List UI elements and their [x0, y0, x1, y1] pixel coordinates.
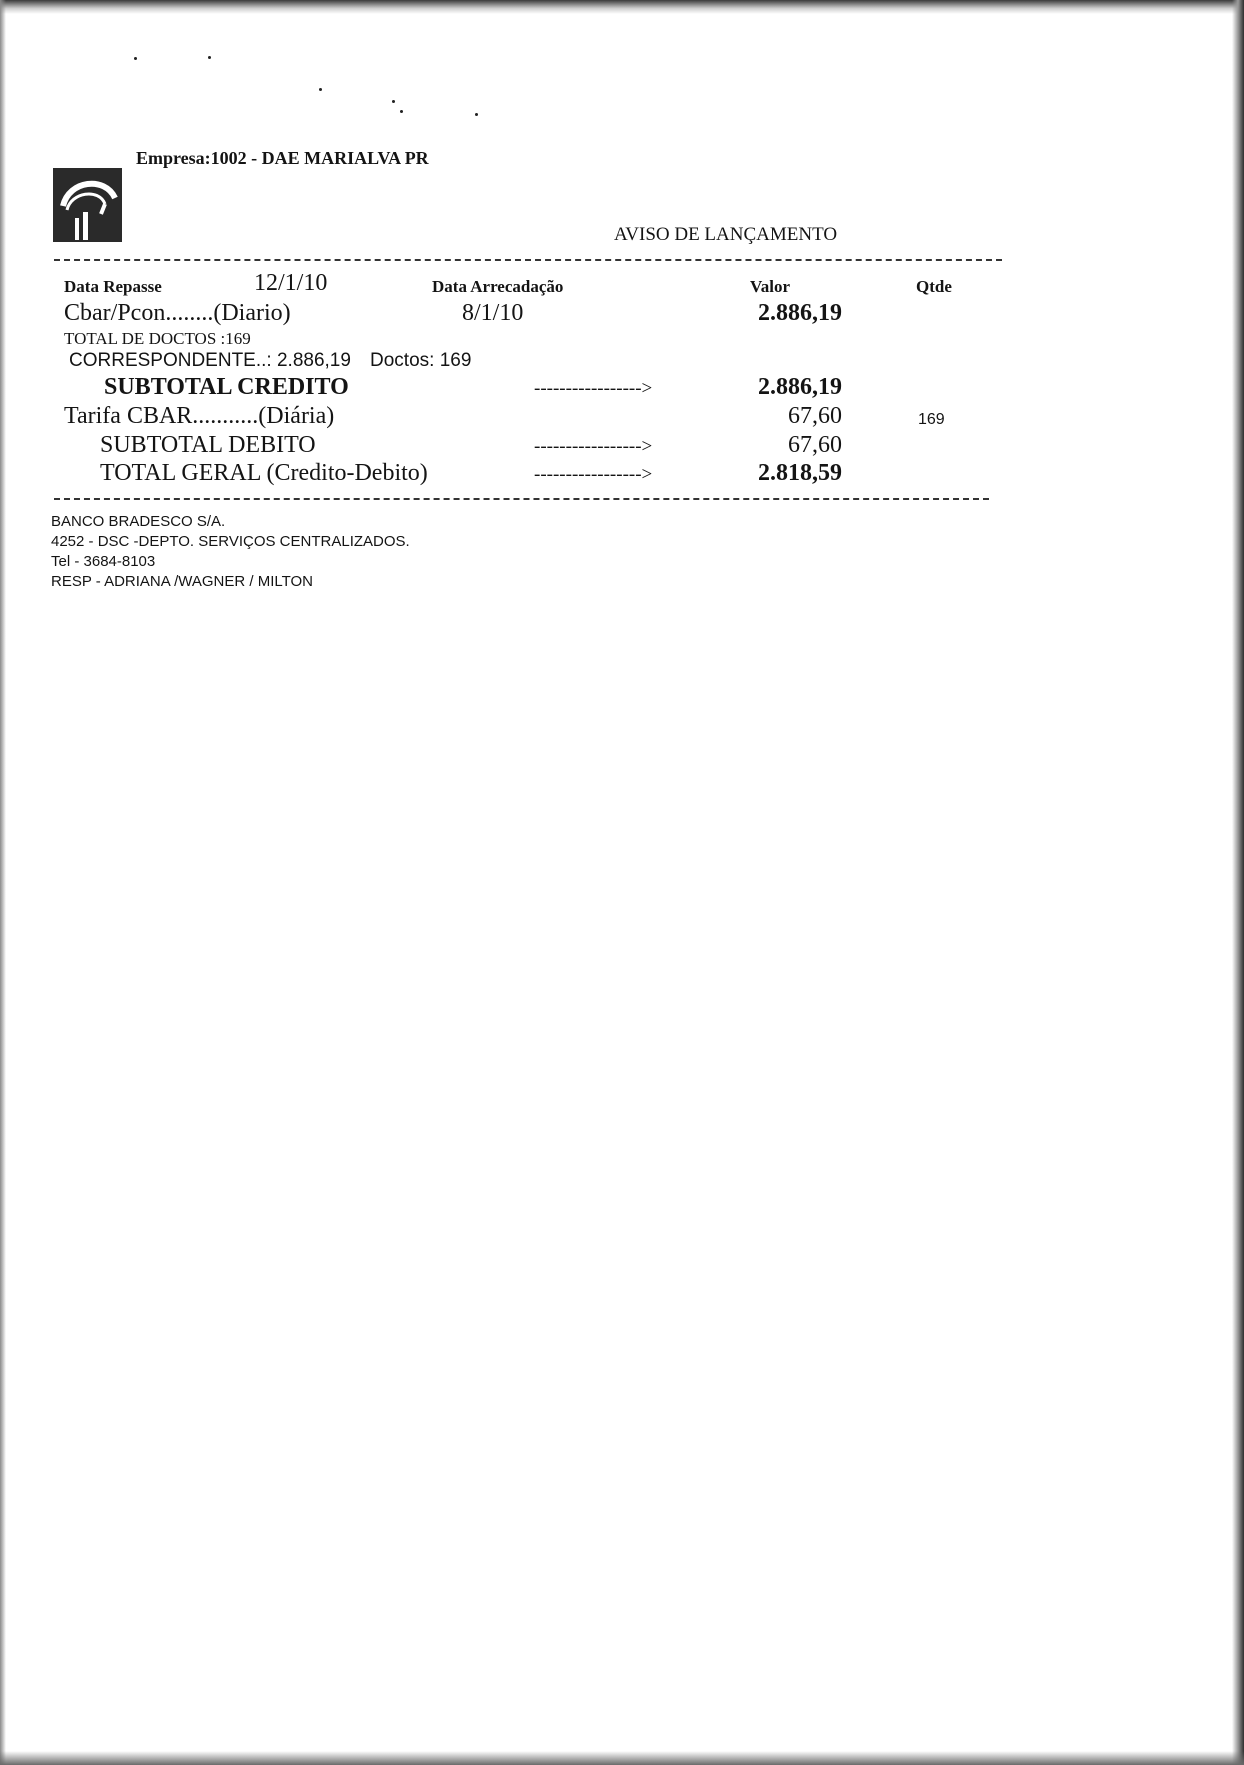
subtotal-credito-arrow: -----------------> — [534, 378, 653, 399]
valor-label: Valor — [750, 277, 790, 296]
scan-edge-top — [0, 0, 1244, 14]
total-doctos: TOTAL DE DOCTOS :169 — [64, 329, 251, 348]
footer-dept: 4252 - DSC -DEPTO. SERVIÇOS CENTRALIZADOS. — [51, 533, 410, 550]
scan-edge-left — [0, 0, 6, 1765]
tarifa-value: 67,60 — [788, 403, 842, 429]
subtotal-credito-value: 2.886,19 — [758, 374, 842, 400]
cbar-date: 8/1/10 — [462, 300, 524, 326]
total-geral-value: 2.818,59 — [758, 460, 842, 486]
scan-speck — [319, 88, 322, 91]
total-geral-arrow: -----------------> — [534, 464, 653, 485]
subtotal-debito-value: 67,60 — [788, 432, 842, 458]
scan-edge-bottom — [0, 1751, 1244, 1765]
scan-speck — [400, 110, 403, 113]
company-header: Empresa:1002 - DAE MARIALVA PR — [136, 148, 429, 168]
correspondente-doctos: Doctos: 169 — [370, 350, 472, 371]
data-repasse-value: 12/1/10 — [254, 270, 328, 296]
data-repasse-label: Data Repasse — [64, 277, 162, 296]
scan-speck — [208, 56, 211, 59]
divider-bottom — [54, 498, 989, 500]
scan-speck — [392, 100, 395, 103]
document-title: AVISO DE LANÇAMENTO — [614, 224, 838, 245]
tarifa-label: Tarifa CBAR...........(Diária) — [64, 403, 335, 429]
divider-top — [54, 259, 1002, 261]
qtde-label: Qtde — [916, 277, 952, 296]
subtotal-debito-arrow: -----------------> — [534, 436, 653, 457]
subtotal-debito-label: SUBTOTAL DEBITO — [100, 432, 316, 458]
scan-speck — [134, 57, 137, 60]
footer-phone: Tel - 3684-8103 — [51, 553, 156, 570]
cbar-value: 2.886,19 — [758, 300, 842, 326]
correspondente-line: CORRESPONDENTE..: 2.886,19 — [69, 350, 351, 371]
total-geral-label: TOTAL GERAL (Credito-Debito) — [100, 460, 428, 486]
data-arrecadacao-label: Data Arrecadação — [432, 277, 564, 296]
cbar-label: Cbar/Pcon........(Diario) — [64, 300, 291, 326]
footer-responsible: RESP - ADRIANA /WAGNER / MILTON — [51, 573, 313, 590]
footer-bank: BANCO BRADESCO S/A. — [51, 513, 226, 530]
scan-edge-right — [1232, 0, 1244, 1765]
subtotal-credito-label: SUBTOTAL CREDITO — [104, 374, 349, 400]
scan-speck — [475, 113, 478, 116]
bank-logo-icon — [53, 168, 122, 242]
tarifa-qtde: 169 — [918, 411, 945, 428]
